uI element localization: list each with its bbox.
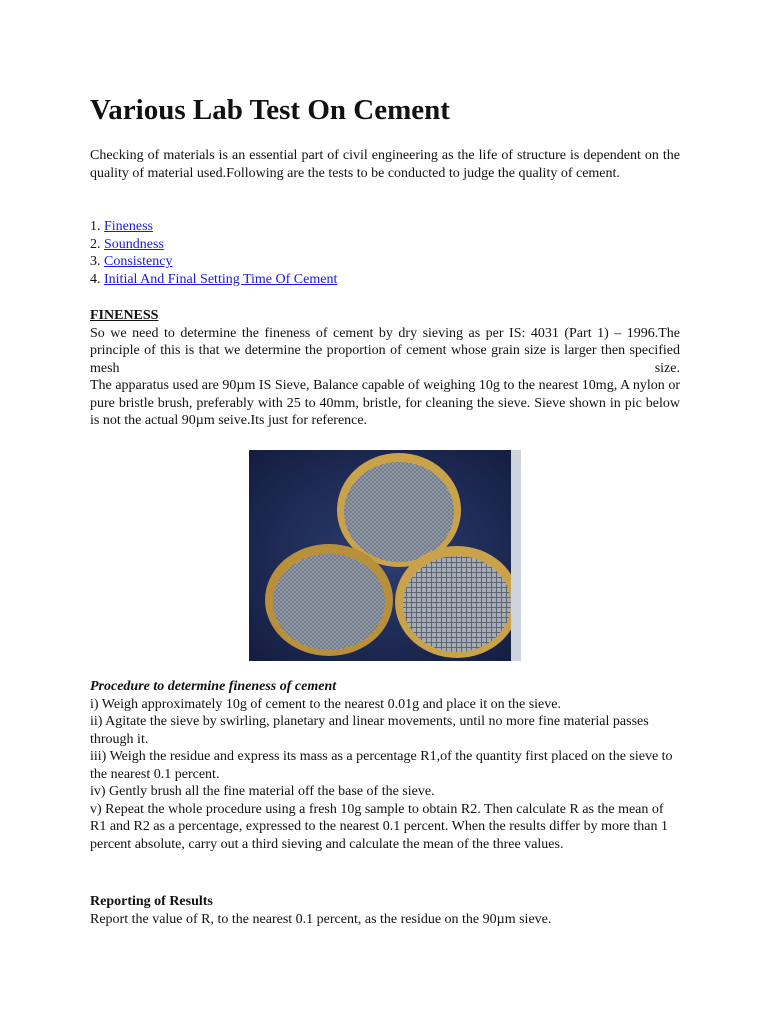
page-title: Various Lab Test On Cement xyxy=(90,94,450,126)
list-number: 4. xyxy=(90,271,101,287)
procedure-step: i) Weigh approximately 10g of cement to the nearest 0.01g and place it on the sieve. xyxy=(90,696,561,712)
list-item xyxy=(90,218,337,236)
fineness-paragraph-1: So we need to determine the fineness of cement by dry sieving as per IS: 4031 (Part 1) – 1996.The principle of this is that we determine the proportion of cement whose grain size is larger then specified mesh size. xyxy=(90,325,680,376)
sieves-photo xyxy=(249,450,521,661)
link-fineness[interactable]: Fineness xyxy=(104,219,153,234)
test-list xyxy=(90,218,337,288)
procedure-step: iv) Gently brush all the fine material off the base of the sieve. xyxy=(90,784,435,799)
list-number: 3. xyxy=(90,254,101,270)
fineness-heading: FINENESS xyxy=(90,308,159,323)
sieves-illustration xyxy=(249,450,521,661)
reporting-text: Report the value of R, to the nearest 0.1 percent, as the residue on the 90µm sieve. xyxy=(90,911,552,927)
fineness-paragraph-2: The apparatus used are 90µm IS Sieve, Balance capable of weighing 10g to the nearest 10mg, A nylon or pure bristle brush, preferably with 25 to 40mm, bristle, for cleaning the sieve. Sieve shown in pic below is not the actual 90µm seive.Its just for reference. xyxy=(90,378,680,428)
procedure-title: Procedure to determine fineness of cement xyxy=(90,679,337,694)
list-item xyxy=(90,253,337,271)
reporting-title: Reporting of Results xyxy=(90,894,213,909)
link-setting-time[interactable]: Initial And Final Setting Time Of Cement xyxy=(104,271,338,287)
reporting-section xyxy=(90,893,680,928)
list-item xyxy=(90,236,337,254)
link-consistency[interactable]: Consistency xyxy=(104,254,173,270)
procedure-step: v) Repeat the whole procedure using a fresh 10g sample to obtain R2. Then calculate R as the mean of R1 and R2 as a percentage, expressed to the nearest 0.1 percent. When the results differ by more than 1 percent absolute, carry out a third sieving and calculate the mean of the three values. xyxy=(90,801,668,852)
link-soundness[interactable]: Soundness xyxy=(104,236,164,252)
list-number: 2. xyxy=(90,236,101,252)
list-item xyxy=(90,271,337,289)
procedure-step: iii) Weigh the residue and express its mass as a percentage R1,of the quantity first placed on the sieve to the nearest 0.1 percent. xyxy=(90,749,673,782)
procedure-section xyxy=(90,678,680,853)
intro-paragraph: Checking of materials is an essential part of civil engineering as the life of structure is dependent on the quality of material used.Following are the tests to be conducted to judge the quality of cement. xyxy=(90,148,680,181)
list-number: 1. xyxy=(90,219,101,234)
procedure-step: ii) Agitate the sieve by swirling, planetary and linear movements, until no more fine material passes through it. xyxy=(90,714,649,747)
fineness-section xyxy=(90,307,680,430)
